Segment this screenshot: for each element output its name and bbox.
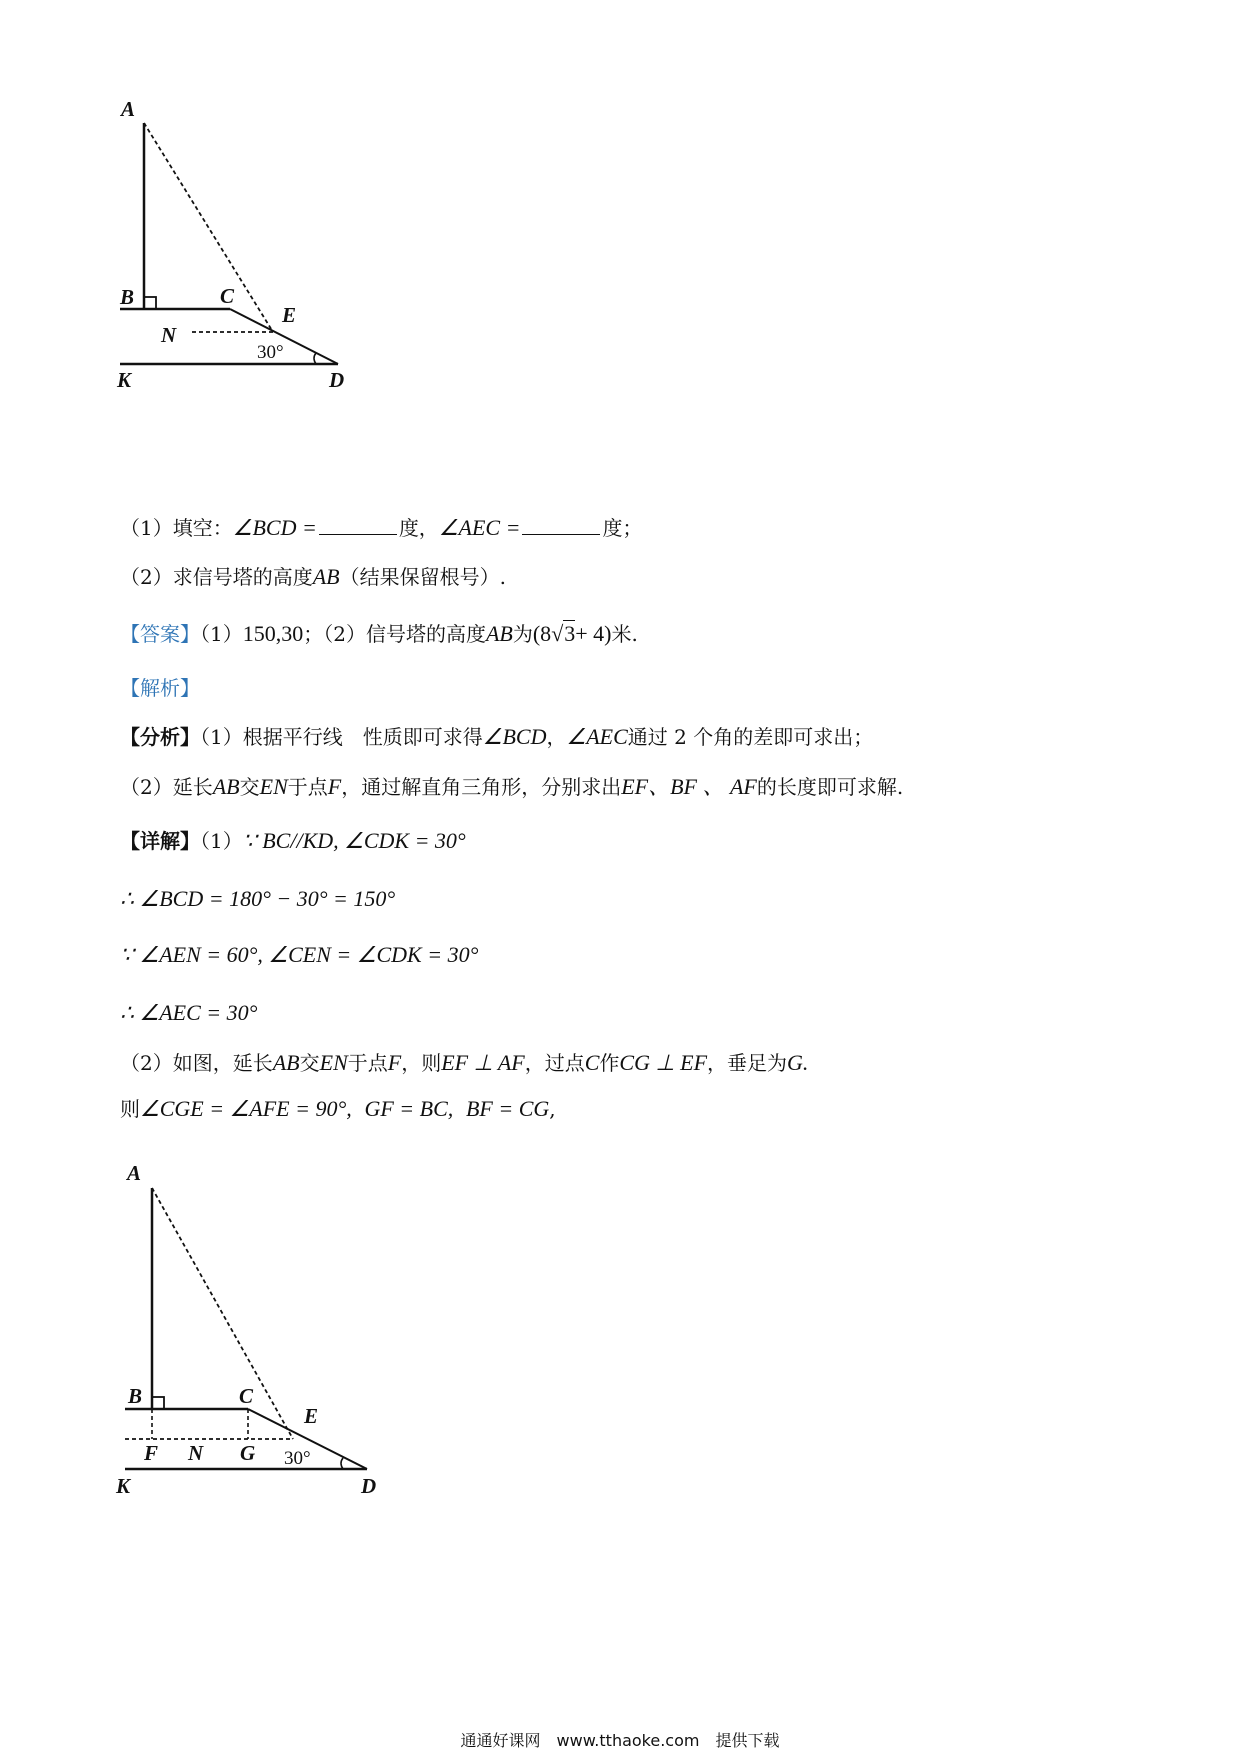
answer-line: 【答案】（1）150,30；（2）信号塔的高度AB为(8√3+ 4)米. <box>120 621 638 646</box>
xiangjie-line-5: （2）如图，延长AB交EN于点F，则EF ⊥ AF，过点C作CG ⊥ EF，垂足为G. <box>120 1050 809 1075</box>
fig2-label-C: C <box>239 1384 254 1408</box>
fig2-label-G: G <box>240 1441 256 1465</box>
fig1-label-E: E <box>282 303 297 327</box>
analysis-tag-line <box>120 674 200 702</box>
fig2-label-K: K <box>116 1474 131 1498</box>
fig2-label-N: N <box>188 1441 204 1465</box>
fig2-label-A: A <box>127 1161 142 1185</box>
fig2-angle-label: 30° <box>284 1448 311 1469</box>
xiangjie-line-6: 则∠CGE = ∠AFE = 90°, GF = BC, BF = CG, <box>120 1096 556 1121</box>
fig1-label-B: B <box>120 285 135 309</box>
question-2: （2）求信号塔的高度AB（结果保留根号）. <box>120 564 506 589</box>
sqrt-sign: √ <box>551 621 564 646</box>
fig2-label-D: D <box>361 1474 377 1498</box>
fenxi-line-1: 【分析】（1）根据平行线 性质即可求得∠BCD，∠AEC通过 2 个角的差即可求出； <box>120 724 874 749</box>
fig1-label-N: N <box>161 323 177 347</box>
fig1-label-D: D <box>329 368 345 392</box>
analysis-tag: 【解析】 <box>120 676 200 700</box>
xiangjie-line-4: ∴ ∠AEC = 30° <box>120 1000 258 1025</box>
blank-bcd[interactable] <box>319 516 397 535</box>
fig2-label-F: F <box>144 1441 159 1465</box>
fenxi-line-2: （2）延长AB交EN于点F，通过解直角三角形，分别求出EF、BF 、 AF的长度即可求解. <box>120 774 904 799</box>
xiangjie-line-2: ∴ ∠BCD = 180° − 30° = 150° <box>120 886 396 911</box>
page-footer: 通通好课网 www.tthaoke.com 提供下载 <box>460 1731 780 1750</box>
blank-aec[interactable] <box>522 516 600 535</box>
fig1-label-K: K <box>117 368 132 392</box>
fig1-angle-label: 30° <box>257 342 284 363</box>
fig1-label-A: A <box>121 97 136 121</box>
fig1-label-C: C <box>220 284 235 308</box>
fig2-label-E: E <box>304 1404 319 1428</box>
answer-tag: 【答案】 <box>120 622 200 646</box>
fig2-label-B: B <box>128 1384 143 1408</box>
question-1: （1）填空：∠BCD = 度，∠AEC = 度； <box>120 515 643 540</box>
xiangjie-line-1: 【详解】（1）∵ BC//KD, ∠CDK = 30° <box>120 828 466 853</box>
xiangjie-line-3: ∵ ∠AEN = 60°, ∠CEN = ∠CDK = 30° <box>120 942 479 967</box>
figure-1 <box>117 95 400 445</box>
figure-2 <box>115 1160 395 1500</box>
